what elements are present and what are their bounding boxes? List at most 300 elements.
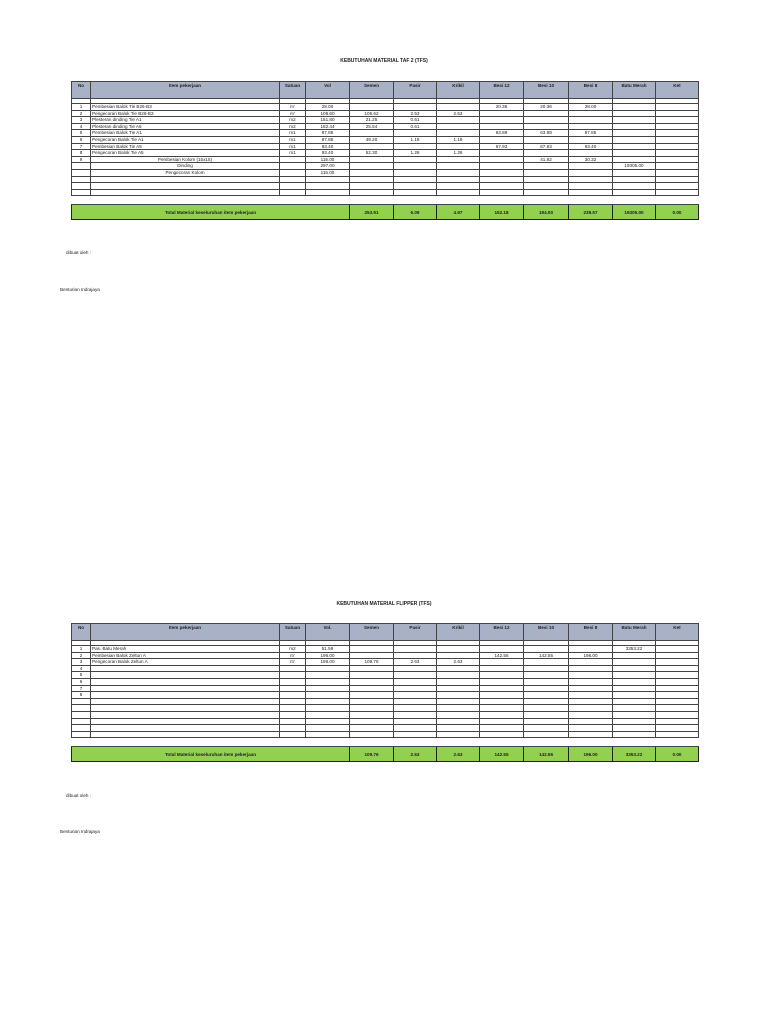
- cell-ket: [656, 672, 699, 679]
- table-row: [72, 659, 699, 666]
- cell-besi-8: [569, 189, 613, 196]
- table-row: [72, 176, 699, 183]
- cell-besi-12: 20.36: [480, 104, 524, 111]
- cell-satuan: m1: [280, 136, 306, 143]
- gap-cell: [72, 738, 699, 747]
- cell-vol: [306, 183, 350, 190]
- header-satuan: Satuan: [280, 82, 306, 99]
- cell-besi-12: 63.89: [480, 130, 524, 137]
- cell-pasir: [394, 104, 437, 111]
- table-row: [72, 183, 699, 190]
- cell-semen: 52.30: [350, 150, 394, 157]
- cell-no: 8: [72, 692, 91, 699]
- cell-krikil: [437, 705, 480, 712]
- cell-ket: [656, 725, 699, 732]
- cell-ket: [656, 652, 699, 659]
- header-pasir: Pasir: [394, 82, 437, 99]
- cell-batu-merah: [613, 176, 656, 183]
- table-header-row: [72, 624, 699, 641]
- cell-pasir: [394, 143, 437, 150]
- header-besi-8: Besi 8: [569, 82, 613, 99]
- cell-satuan: [280, 725, 306, 732]
- cell-satuan: [280, 718, 306, 725]
- cell-semen: [350, 189, 394, 196]
- total-semen: 253.91: [350, 205, 394, 220]
- header-satuan: Satuan: [280, 624, 306, 641]
- table-row: [72, 163, 699, 170]
- total-besi-10: 142.55: [524, 747, 569, 762]
- cell-satuan: [280, 189, 306, 196]
- cell-pasir: [394, 169, 437, 176]
- cell-besi-12: [480, 718, 524, 725]
- cell-pasir: [394, 678, 437, 685]
- cell-besi-10: [524, 189, 569, 196]
- cell-besi-12: [480, 711, 524, 718]
- cell-pasir: [394, 652, 437, 659]
- cell-besi-8: [569, 176, 613, 183]
- cell-batu-merah: [613, 711, 656, 718]
- cell-krikil: [437, 117, 480, 124]
- cell-no: [72, 711, 91, 718]
- cell-ket: [656, 163, 699, 170]
- cell-besi-10: 41.82: [524, 156, 569, 163]
- header-besi-10: Besi 10: [524, 624, 569, 641]
- cell-satuan: [280, 731, 306, 738]
- cell-no: 2: [72, 652, 91, 659]
- cell-item-pekerjaan: [91, 692, 280, 699]
- gap-row: [72, 196, 699, 205]
- cell-semen: [350, 104, 394, 111]
- cell-satuan: m': [280, 659, 306, 666]
- cell-besi-8: [569, 692, 613, 699]
- cell-besi-10: [524, 183, 569, 190]
- cell-besi-12: [480, 665, 524, 672]
- cell-vol: 151.80: [306, 117, 350, 124]
- cell-satuan: m': [280, 104, 306, 111]
- cell-semen: [350, 169, 394, 176]
- header-besi-10: Besi 10: [524, 82, 569, 99]
- total-besi-8: 239.57: [569, 205, 613, 220]
- cell-besi-10: [524, 123, 569, 130]
- cell-semen: [350, 163, 394, 170]
- cell-no: 3: [72, 659, 91, 666]
- cell-item-pekerjaan: [91, 685, 280, 692]
- cell-no: 8: [72, 150, 91, 157]
- cell-vol: 28.00: [306, 104, 350, 111]
- cell-batu-merah: [613, 731, 656, 738]
- cell-vol: 115.00: [306, 169, 350, 176]
- material-table-taf2: [71, 81, 699, 220]
- cell-krikil: [437, 156, 480, 163]
- cell-krikil: [437, 692, 480, 699]
- cell-besi-12: [480, 156, 524, 163]
- total-batu-merah: 19305.00: [613, 205, 656, 220]
- cell-ket: [656, 183, 699, 190]
- total-batu-merah: 3353.22: [613, 747, 656, 762]
- cell-vol: [306, 718, 350, 725]
- cell-krikil: [437, 189, 480, 196]
- cell-item-pekerjaan: Pembesian Balok Tie A5: [91, 143, 280, 150]
- cell-pasir: [394, 189, 437, 196]
- cell-besi-10: [524, 169, 569, 176]
- cell-vol: [306, 672, 350, 679]
- cell-besi-10: [524, 692, 569, 699]
- cell-pasir: 1.26: [394, 150, 437, 157]
- cell-ket: [656, 123, 699, 130]
- cell-satuan: [280, 678, 306, 685]
- cell-ket: [656, 156, 699, 163]
- cell-besi-8: [569, 678, 613, 685]
- table-row: [72, 731, 699, 738]
- cell-semen: 25.54: [350, 123, 394, 130]
- cell-pasir: [394, 163, 437, 170]
- table-row: [72, 652, 699, 659]
- cell-besi-8: [569, 718, 613, 725]
- cell-besi-10: [524, 672, 569, 679]
- cell-besi-12: [480, 725, 524, 732]
- cell-item-pekerjaan: [91, 698, 280, 705]
- table-row: [72, 110, 699, 117]
- cell-satuan: [280, 711, 306, 718]
- cell-satuan: m2: [280, 117, 306, 124]
- cell-pasir: [394, 646, 437, 653]
- cell-ket: [656, 698, 699, 705]
- header-semen: Semen: [350, 82, 394, 99]
- table-row: [72, 685, 699, 692]
- cell-satuan: m1: [280, 143, 306, 150]
- cell-semen: 105.62: [350, 110, 394, 117]
- cell-besi-8: [569, 685, 613, 692]
- cell-besi-10: 67.93: [524, 143, 569, 150]
- cell-besi-12: [480, 189, 524, 196]
- cell-besi-10: 20.36: [524, 104, 569, 111]
- cell-besi-10: [524, 163, 569, 170]
- cell-pasir: [394, 718, 437, 725]
- header-krikil: Krikil: [437, 624, 480, 641]
- cell-semen: [350, 672, 394, 679]
- cell-no: [72, 731, 91, 738]
- cell-satuan: [280, 163, 306, 170]
- table-row: [72, 136, 699, 143]
- cell-krikil: [437, 718, 480, 725]
- cell-no: [72, 705, 91, 712]
- cell-besi-8: [569, 705, 613, 712]
- cell-krikil: [437, 725, 480, 732]
- table-row: [72, 711, 699, 718]
- cell-pasir: [394, 130, 437, 137]
- cell-item-pekerjaan: Pembesian Balok Tie B26-B3: [91, 104, 280, 111]
- cell-no: 6: [72, 678, 91, 685]
- cell-besi-12: [480, 123, 524, 130]
- cell-batu-merah: [613, 130, 656, 137]
- cell-no: 9: [72, 156, 91, 163]
- cell-semen: [350, 711, 394, 718]
- header-krikil: Krikil: [437, 82, 480, 99]
- cell-item-pekerjaan: Pengecoran Balok Tie B26-B3: [91, 110, 280, 117]
- cell-ket: [656, 169, 699, 176]
- cell-vol: [306, 665, 350, 672]
- cell-krikil: [437, 169, 480, 176]
- cell-item-pekerjaan: [91, 183, 280, 190]
- cell-satuan: m1: [280, 130, 306, 137]
- cell-besi-8: [569, 698, 613, 705]
- made-by-label: dibuat oleh :: [66, 793, 92, 798]
- header-vol: Vol.: [306, 624, 350, 641]
- cell-semen: [350, 725, 394, 732]
- cell-satuan: [280, 183, 306, 190]
- cell-besi-8: [569, 725, 613, 732]
- cell-vol: [306, 705, 350, 712]
- table-header-row: [72, 82, 699, 99]
- cell-krikil: [437, 163, 480, 170]
- total-ket: 0.00: [656, 205, 699, 220]
- cell-besi-8: [569, 123, 613, 130]
- cell-besi-12: [480, 672, 524, 679]
- cell-besi-8: [569, 136, 613, 143]
- cell-satuan: [280, 685, 306, 692]
- cell-krikil: [437, 123, 480, 130]
- cell-item-pekerjaan: Plesteran dinding Tie A5: [91, 123, 280, 130]
- cell-pasir: [394, 183, 437, 190]
- gap-cell: [72, 196, 699, 205]
- cell-krikil: [437, 711, 480, 718]
- cell-besi-8: 87.85: [569, 130, 613, 137]
- cell-vol: [306, 678, 350, 685]
- cell-besi-10: [524, 176, 569, 183]
- cell-semen: [350, 678, 394, 685]
- cell-satuan: m': [280, 652, 306, 659]
- cell-semen: [350, 731, 394, 738]
- cell-besi-12: [480, 692, 524, 699]
- cell-ket: [656, 117, 699, 124]
- table-row: [72, 705, 699, 712]
- cell-item-pekerjaan: [91, 678, 280, 685]
- cell-besi-10: [524, 110, 569, 117]
- cell-satuan: [280, 169, 306, 176]
- cell-batu-merah: [613, 183, 656, 190]
- header-item-pekerjaan: Item pekerjaan: [91, 624, 280, 641]
- cell-semen: [350, 176, 394, 183]
- cell-no: 2: [72, 110, 91, 117]
- cell-besi-10: [524, 725, 569, 732]
- cell-krikil: [437, 652, 480, 659]
- cell-no: [72, 169, 91, 176]
- cell-besi-8: 93.40: [569, 143, 613, 150]
- table-row: [72, 150, 699, 157]
- cell-no: 7: [72, 143, 91, 150]
- total-besi-12: 142.55: [480, 747, 524, 762]
- cell-besi-8: [569, 117, 613, 124]
- cell-besi-10: [524, 136, 569, 143]
- cell-vol: 93.40: [306, 143, 350, 150]
- cell-item-pekerjaan: Pengecoran Balok Tie A1: [91, 136, 280, 143]
- cell-pasir: 0.51: [394, 117, 437, 124]
- cell-pasir: 2.53: [394, 110, 437, 117]
- cell-no: [72, 725, 91, 732]
- cell-besi-8: 196.00: [569, 652, 613, 659]
- cell-item-pekerjaan: Dinding: [91, 163, 280, 170]
- cell-vol: 182.44: [306, 123, 350, 130]
- cell-semen: [350, 646, 394, 653]
- cell-no: 5: [72, 130, 91, 137]
- cell-semen: [350, 698, 394, 705]
- table-row: [72, 123, 699, 130]
- cell-besi-10: [524, 705, 569, 712]
- cell-besi-10: [524, 698, 569, 705]
- cell-satuan: [280, 692, 306, 699]
- table2-title: KEBUTUHAN MATERIAL FLIPPER (TFS): [336, 601, 432, 607]
- cell-no: 5: [72, 672, 91, 679]
- cell-semen: 21.25: [350, 117, 394, 124]
- cell-satuan: [280, 156, 306, 163]
- cell-item-pekerjaan: [91, 705, 280, 712]
- cell-besi-10: [524, 711, 569, 718]
- cell-batu-merah: [613, 672, 656, 679]
- total-ket: 0.00: [656, 747, 699, 762]
- header-semen: Semen: [350, 624, 394, 641]
- cell-item-pekerjaan: [91, 725, 280, 732]
- table-row: [72, 692, 699, 699]
- total-besi-8: 196.00: [569, 747, 613, 762]
- cell-besi-8: [569, 110, 613, 117]
- cell-batu-merah: [613, 189, 656, 196]
- cell-no: 3: [72, 117, 91, 124]
- cell-vol: [306, 692, 350, 699]
- cell-besi-12: 142.55: [480, 652, 524, 659]
- cell-pasir: 2.63: [394, 659, 437, 666]
- cell-item-pekerjaan: [91, 711, 280, 718]
- cell-batu-merah: [613, 143, 656, 150]
- table-row: [72, 725, 699, 732]
- cell-krikil: 2.63: [437, 659, 480, 666]
- cell-besi-12: [480, 685, 524, 692]
- cell-no: [72, 189, 91, 196]
- cell-satuan: m1: [280, 150, 306, 157]
- cell-batu-merah: [613, 110, 656, 117]
- cell-semen: [350, 652, 394, 659]
- cell-ket: [656, 150, 699, 157]
- cell-krikil: 2.53: [437, 110, 480, 117]
- cell-krikil: [437, 130, 480, 137]
- cell-besi-8: [569, 672, 613, 679]
- cell-batu-merah: [613, 659, 656, 666]
- header-no: No: [72, 624, 91, 641]
- cell-ket: [656, 692, 699, 699]
- cell-krikil: [437, 176, 480, 183]
- gap-row: [72, 738, 699, 747]
- header-besi-8: Besi 8: [569, 624, 613, 641]
- cell-batu-merah: [613, 652, 656, 659]
- cell-pasir: [394, 176, 437, 183]
- table1-title: KEBUTUHAN MATERIAL TAF 2 (TFS): [340, 58, 428, 64]
- total-krikil: 2.63: [437, 747, 480, 762]
- cell-semen: [350, 130, 394, 137]
- total-pasir: 6.09: [394, 205, 437, 220]
- cell-besi-12: 67.93: [480, 143, 524, 150]
- cell-no: [72, 698, 91, 705]
- cell-besi-12: [480, 659, 524, 666]
- cell-batu-merah: [613, 698, 656, 705]
- cell-ket: [656, 705, 699, 712]
- cell-ket: [656, 143, 699, 150]
- cell-satuan: [280, 672, 306, 679]
- cell-item-pekerjaan: [91, 731, 280, 738]
- table-row: [72, 646, 699, 653]
- table-row: [72, 189, 699, 196]
- cell-besi-12: [480, 136, 524, 143]
- cell-item-pekerjaan: Pengecoran Balok Tie A5: [91, 150, 280, 157]
- cell-item-pekerjaan: Pengecoran Balok Zeltun A: [91, 659, 280, 666]
- total-pasir: 2.63: [394, 747, 437, 762]
- cell-satuan: [280, 176, 306, 183]
- cell-satuan: [280, 665, 306, 672]
- cell-besi-12: [480, 169, 524, 176]
- cell-batu-merah: [613, 136, 656, 143]
- cell-item-pekerjaan: Pembesian Balok Tie A1: [91, 130, 280, 137]
- cell-krikil: [437, 685, 480, 692]
- cell-semen: [350, 143, 394, 150]
- cell-semen: [350, 692, 394, 699]
- cell-ket: [656, 130, 699, 137]
- cell-vol: 196.00: [306, 652, 350, 659]
- header-ket: Ket: [656, 82, 699, 99]
- cell-vol: 196.00: [306, 659, 350, 666]
- cell-no: [72, 176, 91, 183]
- cell-no: 7: [72, 685, 91, 692]
- cell-ket: [656, 110, 699, 117]
- total-row: [72, 747, 699, 762]
- cell-besi-10: 63.89: [524, 130, 569, 137]
- cell-item-pekerjaan: [91, 189, 280, 196]
- cell-semen: [350, 156, 394, 163]
- cell-ket: [656, 678, 699, 685]
- cell-pasir: 1.18: [394, 136, 437, 143]
- cell-item-pekerjaan: [91, 665, 280, 672]
- cell-vol: 297.00: [306, 163, 350, 170]
- author-name: Benturian Indrajaya: [60, 287, 100, 292]
- cell-no: 1: [72, 104, 91, 111]
- cell-satuan: [280, 698, 306, 705]
- cell-pasir: [394, 672, 437, 679]
- table-row: [72, 678, 699, 685]
- cell-besi-10: [524, 646, 569, 653]
- cell-batu-merah: [613, 678, 656, 685]
- cell-ket: [656, 711, 699, 718]
- cell-no: [72, 718, 91, 725]
- cell-pasir: 0.61: [394, 123, 437, 130]
- cell-besi-12: [480, 698, 524, 705]
- cell-besi-10: [524, 718, 569, 725]
- cell-vol: 51.59: [306, 646, 350, 653]
- cell-item-pekerjaan: Plesteran dinding Tie A1: [91, 117, 280, 124]
- cell-krikil: [437, 665, 480, 672]
- cell-besi-8: [569, 163, 613, 170]
- cell-vol: [306, 731, 350, 738]
- cell-vol: [306, 189, 350, 196]
- cell-pasir: [394, 705, 437, 712]
- cell-satuan: m2: [280, 123, 306, 130]
- cell-pasir: [394, 692, 437, 699]
- cell-ket: [656, 136, 699, 143]
- cell-pasir: [394, 665, 437, 672]
- cell-besi-12: [480, 176, 524, 183]
- cell-item-pekerjaan: Pengecoran Kolom: [91, 169, 280, 176]
- cell-satuan: [280, 705, 306, 712]
- author-name: Benturian Indrajaya: [60, 829, 100, 834]
- cell-besi-12: [480, 110, 524, 117]
- header-pasir: Pasir: [394, 624, 437, 641]
- cell-semen: 109.76: [350, 659, 394, 666]
